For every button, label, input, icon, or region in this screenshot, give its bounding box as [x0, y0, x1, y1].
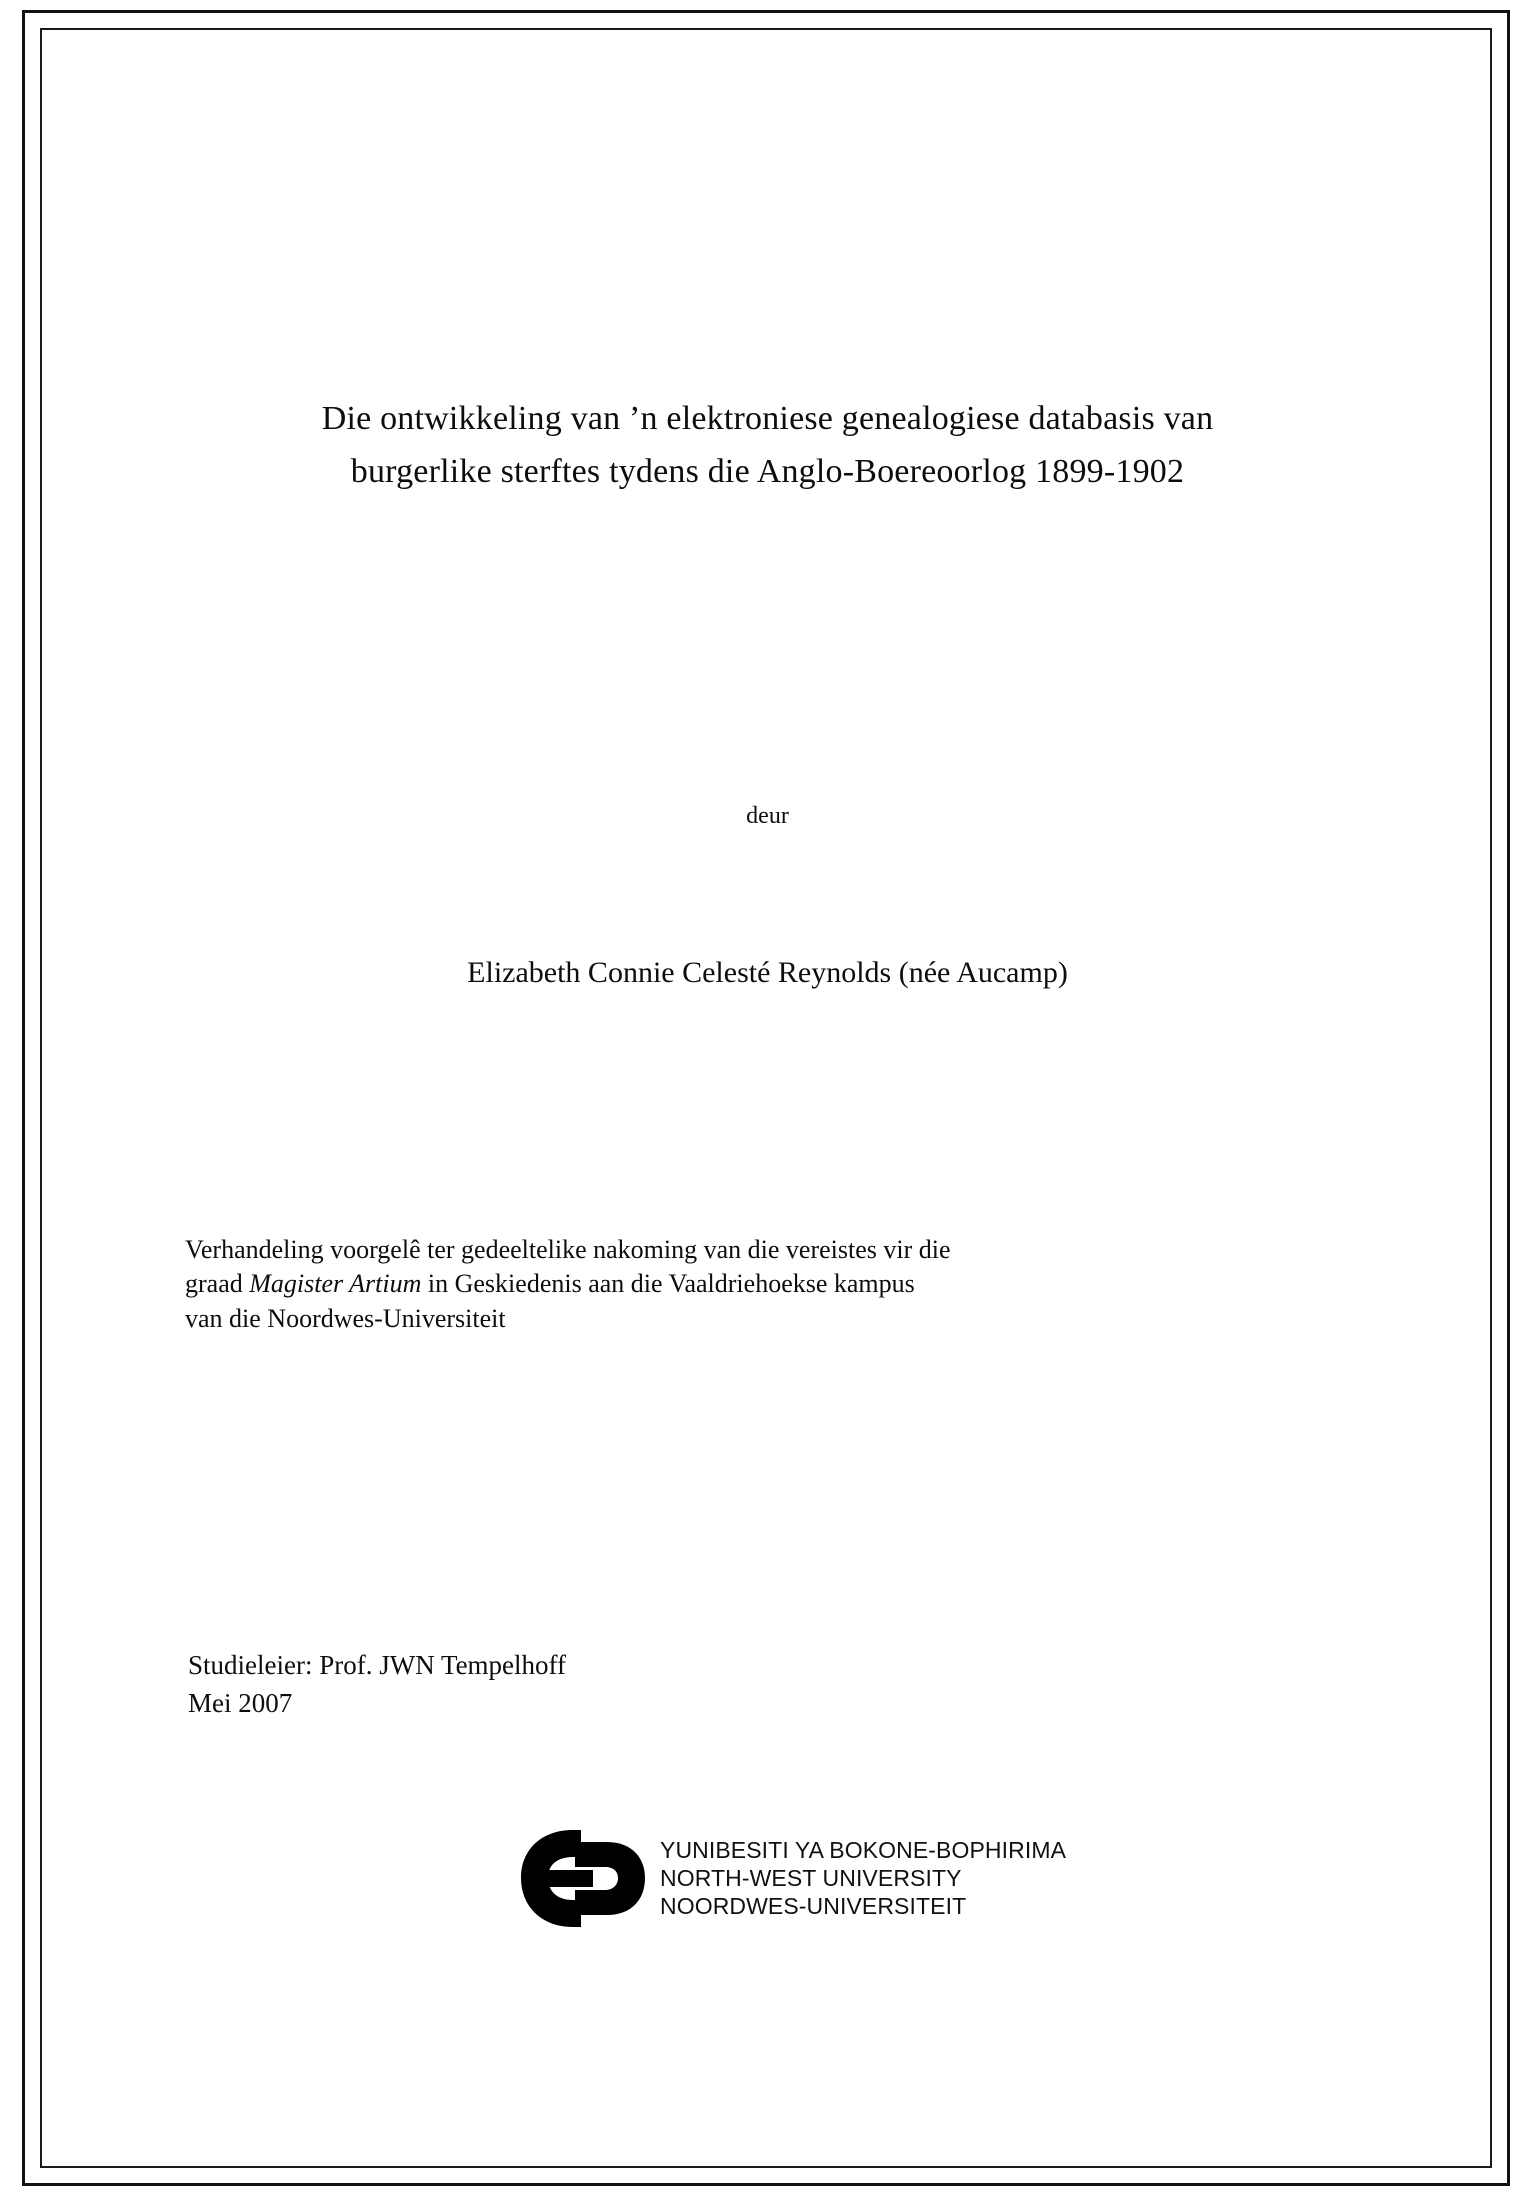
degree-statement-line-2-prefix: graad [185, 1269, 250, 1299]
degree-statement-line-1: Verhandeling voorgelê ter gedeeltelike nakoming van die vereistes vir die [185, 1235, 951, 1264]
logo-text-line-3: NOORDWES-UNIVERSITEIT [660, 1893, 967, 1920]
university-logo [515, 1823, 1135, 1933]
page-title [185, 393, 1350, 498]
title-line-1: Die ontwikkeling van ’n elektroniese genealogiese databasis van [321, 400, 1214, 437]
north-west-university-logo-icon [515, 1826, 650, 1931]
degree-statement [185, 1233, 1345, 1336]
supervisor-block [188, 1646, 1088, 1723]
by-label: deur [746, 803, 789, 829]
logo-text-line-2: NORTH-WEST UNIVERSITY [660, 1864, 962, 1891]
title-line-2: burgerlike sterftes tydens die Anglo-Boereoorlog 1899-1902 [350, 452, 1185, 490]
date-line: Mei 2007 [188, 1688, 293, 1719]
title-page-content [60, 48, 1472, 2148]
university-logo-text [660, 1836, 1066, 1920]
degree-statement-line-2 [185, 1267, 1345, 1301]
logo-text-line-1: YUNIBESITI YA BOKONE-BOPHIRIMA [660, 1836, 1067, 1863]
author-name: Elizabeth Connie Celesté Reynolds (née Aucamp) [467, 956, 1068, 989]
degree-statement-line-2-suffix: in Geskiedenis aan die Vaaldriehoekse kampus [421, 1269, 915, 1299]
supervisor-line: Studieleier: Prof. JWN Tempelhoff [188, 1650, 567, 1680]
degree-statement-line-3: van die Noordwes-Universiteit [185, 1303, 506, 1333]
degree-name-italic: Magister Artium [249, 1269, 422, 1299]
